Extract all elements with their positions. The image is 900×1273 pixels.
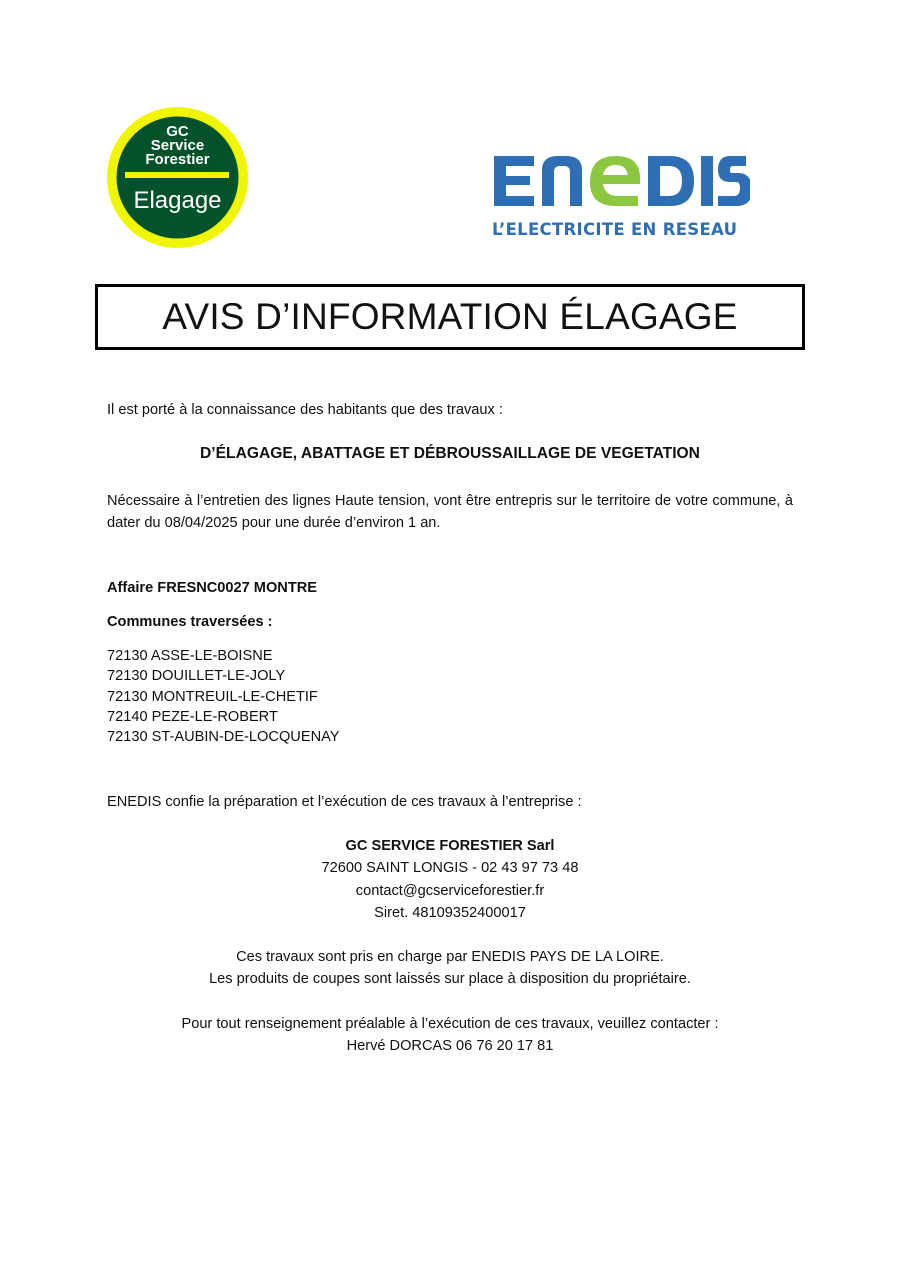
title-box [95,284,805,350]
gc-logo-graphic [107,107,248,248]
contact-line1: Pour tout renseignement préalable à l’exécution de ces travaux, veuillez contacter : [181,1016,719,1032]
commune-item: 72130 ST-AUBIN-DE-LOCQUENAY [107,729,340,746]
communes-label: Communes traversées : [107,614,273,630]
gc-logo-line3: Forestier [145,151,210,168]
communes-list [107,646,340,747]
contact-line2: Hervé DORCAS 06 76 20 17 81 [346,1038,554,1054]
works-heading: D’ÉLAGAGE, ABATTAGE ET DÉBROUSSAILLAGE DE VEGETATION [200,445,700,462]
necessaire-paragraph: Nécessaire à l’entretien des lignes Haute tension, vont être entrepris sur le territoire de votre commune, à dater du 08/04/2025 pour une durée d’environ 1 an. [107,493,793,531]
company-address: 72600 SAINT LONGIS - 02 43 97 73 48 [321,860,579,877]
company-siret: Siret. 48109352400017 [374,904,526,921]
commune-item: 72130 MONTREUIL-LE-CHETIF [107,688,318,705]
gc-logo-line4: Elagage [133,187,222,214]
commune-item: 72130 ASSE-LE-BOISNE [107,648,273,664]
gc-logo-line2: Service [150,137,205,154]
enedis-tagline: L’ELECTRICITE EN RESEAU [492,220,738,239]
charge-line1: Ces travaux sont pris en charge par ENEDIS PAYS DE LA LOIRE. [236,949,664,965]
commune-item: 72140 PEZE-LE-ROBERT [107,708,278,725]
enedis-wordmark [490,150,750,214]
charge-block [107,946,793,990]
enedis-confie-text: ENEDIS confie la préparation et l’exécution de ces travaux à l’entreprise : [107,794,582,810]
company-block [107,835,793,924]
intro-text: Il est porté à la connaissance des habitants que des travaux : [107,402,503,418]
charge-line2: Les produits de coupes sont laissés sur place à disposition du propriétaire. [209,971,691,987]
company-name: GC SERVICE FORESTIER Sarl [345,838,555,854]
contact-block [107,1013,793,1057]
page-title: AVIS D’INFORMATION ÉLAGAGE [162,296,738,337]
commune-item: 72130 DOUILLET-LE-JOLY [107,668,286,685]
enedis-logo [490,150,750,242]
gc-logo-divider [125,172,229,178]
gc-logo-line1: GC [166,123,189,140]
company-email: contact@gcserviceforestier.fr [355,882,545,899]
affaire-reference: Affaire FRESNC0027 MONTRE [107,580,318,596]
gc-service-forestier-logo [107,107,248,248]
